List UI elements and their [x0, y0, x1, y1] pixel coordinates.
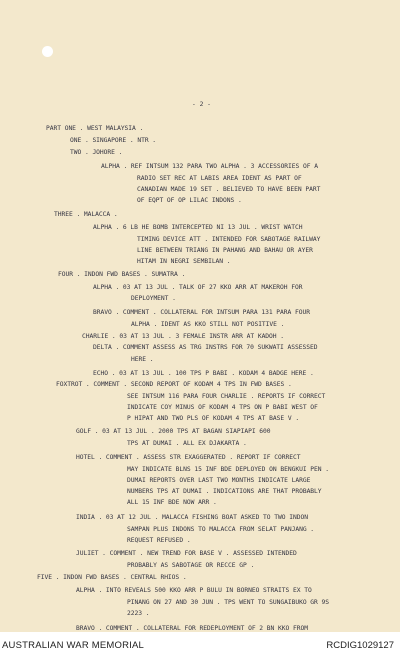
- text-line: DEPLOYMENT .: [131, 295, 176, 302]
- text-line: ALPHA . IDENT AS KKO STILL NOT POSITIVE .: [131, 321, 285, 328]
- text-line: ALPHA . 03 AT 13 JUL . TALK OF 27 KKO ARR AT MAKEROH FOR: [93, 284, 303, 291]
- text-line: DUMAI REPORTS OVER LAST TWO MONTHS INDICATE LARGE: [127, 477, 311, 484]
- text-line: BRAVO . COMMENT . COLLATERAL FOR REDEPLOYMENT OF 2 BN KKO FROM: [76, 625, 308, 632]
- text-line: HITAM IN NEGRI SEMBILAN .: [137, 258, 231, 265]
- text-line: JULIET . COMMENT . NEW TREND FOR BASE V . ASSESSED INTENDED: [76, 550, 297, 557]
- page-number: - 2 -: [192, 101, 211, 108]
- text-line: FIVE . INDON FWD BASES . CENTRAL RHIOS .: [37, 574, 187, 581]
- text-line: OF EQPT OF OP LILAC INDONS .: [137, 197, 242, 204]
- archive-name: AUSTRALIAN WAR MEMORIAL: [2, 640, 145, 651]
- text-line: PROBABLY AS SABOTAGE OR RECCE GP .: [127, 562, 255, 569]
- text-line: THREE . MALACCA .: [54, 211, 118, 218]
- text-line: 2223 .: [127, 610, 150, 617]
- text-line: SEE INTSUM 116 PARA FOUR CHARLIE . REPORTS IF CORRECT: [127, 393, 326, 400]
- record-id: RCDIG1029127: [326, 640, 394, 651]
- text-line: HOTEL . COMMENT . ASSESS STR EXAGGERATED . REPORT IF CORRECT: [76, 454, 301, 461]
- text-line: TIMING DEVICE ATT . INTENDED FOR SABOTAGE RAILWAY: [137, 236, 321, 243]
- text-line: MAY INDICATE BLNS 15 INF BDE DEPLOYED ON BENGKUI PEN .: [127, 466, 330, 473]
- text-line: PINANG ON 27 AND 30 JUN . TPS WENT TO SUNGAIBUKO GR 9S: [127, 599, 330, 606]
- text-line: RADIO SET REC AT LABIS AREA IDENT AS PART OF: [137, 175, 302, 182]
- text-line: SAMPAN PLUS INDONS TO MALACCA FROM SELAT PANJANG .: [127, 526, 315, 533]
- text-line: NUMBERS TPS AT DUMAI . INDICATIONS ARE THAT PROBABLY: [127, 488, 322, 495]
- text-line: ALPHA . REF INTSUM 132 PARA TWO ALPHA . 3 ACCESSORIES OF A: [101, 163, 318, 170]
- text-line: TWO . JOHORE .: [70, 149, 123, 156]
- text-line: PART ONE . WEST MALAYSIA .: [46, 125, 144, 132]
- text-line: ONE . SINGAPORE . NTR .: [70, 137, 157, 144]
- text-line: CANADIAN MADE 19 SET . BELIEVED TO HAVE BEEN PART: [137, 186, 321, 193]
- text-line: TPS AT DUMAI . ALL EX DJAKARTA .: [127, 440, 247, 447]
- text-line: DELTA . COMMENT ASSESS AS TRG INSTRS FOR 70 SUKWATI ASSESSED: [93, 344, 318, 351]
- text-line: CHARLIE . 03 AT 13 JUL . 3 FEMALE INSTR ARR AT KADOH .: [82, 333, 285, 340]
- footer-bar: [0, 632, 400, 654]
- text-line: FOUR . INDON FWD BASES . SUMATRA .: [58, 271, 186, 278]
- text-line: ALPHA . 6 LB HE BOMB INTERCEPTED NI 13 JUL . WRIST WATCH: [93, 224, 303, 231]
- text-line: FOXTROT . COMMENT . SECOND REPORT OF KODAM 4 TPS IN FWD BASES .: [56, 381, 292, 388]
- text-line: INDICATE COY MINUS OF KODAM 4 TPS ON P BABI WEST OF: [127, 404, 318, 411]
- text-line: GOLF . 03 AT 13 JUL . 2000 TPS AT BAGAN SIAPIAPI 600: [76, 428, 271, 435]
- text-line: BRAVO . COMMENT . COLLATERAL FOR INTSUM PARA 131 PARA FOUR: [93, 309, 310, 316]
- text-line: REQUEST REFUSED .: [127, 537, 191, 544]
- punch-hole: [42, 46, 53, 57]
- text-line: ALL 15 INF BDE NOW ARR .: [127, 499, 217, 506]
- text-line: HERE .: [131, 356, 154, 363]
- text-line: LINE BETWEEN TRIANG IN PAHANG AND BAHAU OR AYER: [137, 247, 313, 254]
- text-line: ECHO . 03 AT 13 JUL . 100 TPS P BABI . KODAM 4 BADGE HERE .: [93, 370, 314, 377]
- text-line: INDIA . 03 AT 12 JUL . MALACCA FISHING BOAT ASKED TO TWO INDON: [76, 514, 308, 521]
- text-line: ALPHA . INTO REVEALS 500 KKO ARR P BULU IN BORNEO STRAITS EX TO: [76, 587, 312, 594]
- text-line: P HIPAT AND TWO PLS OF KODAM 4 TPS AT BASE V .: [127, 415, 300, 422]
